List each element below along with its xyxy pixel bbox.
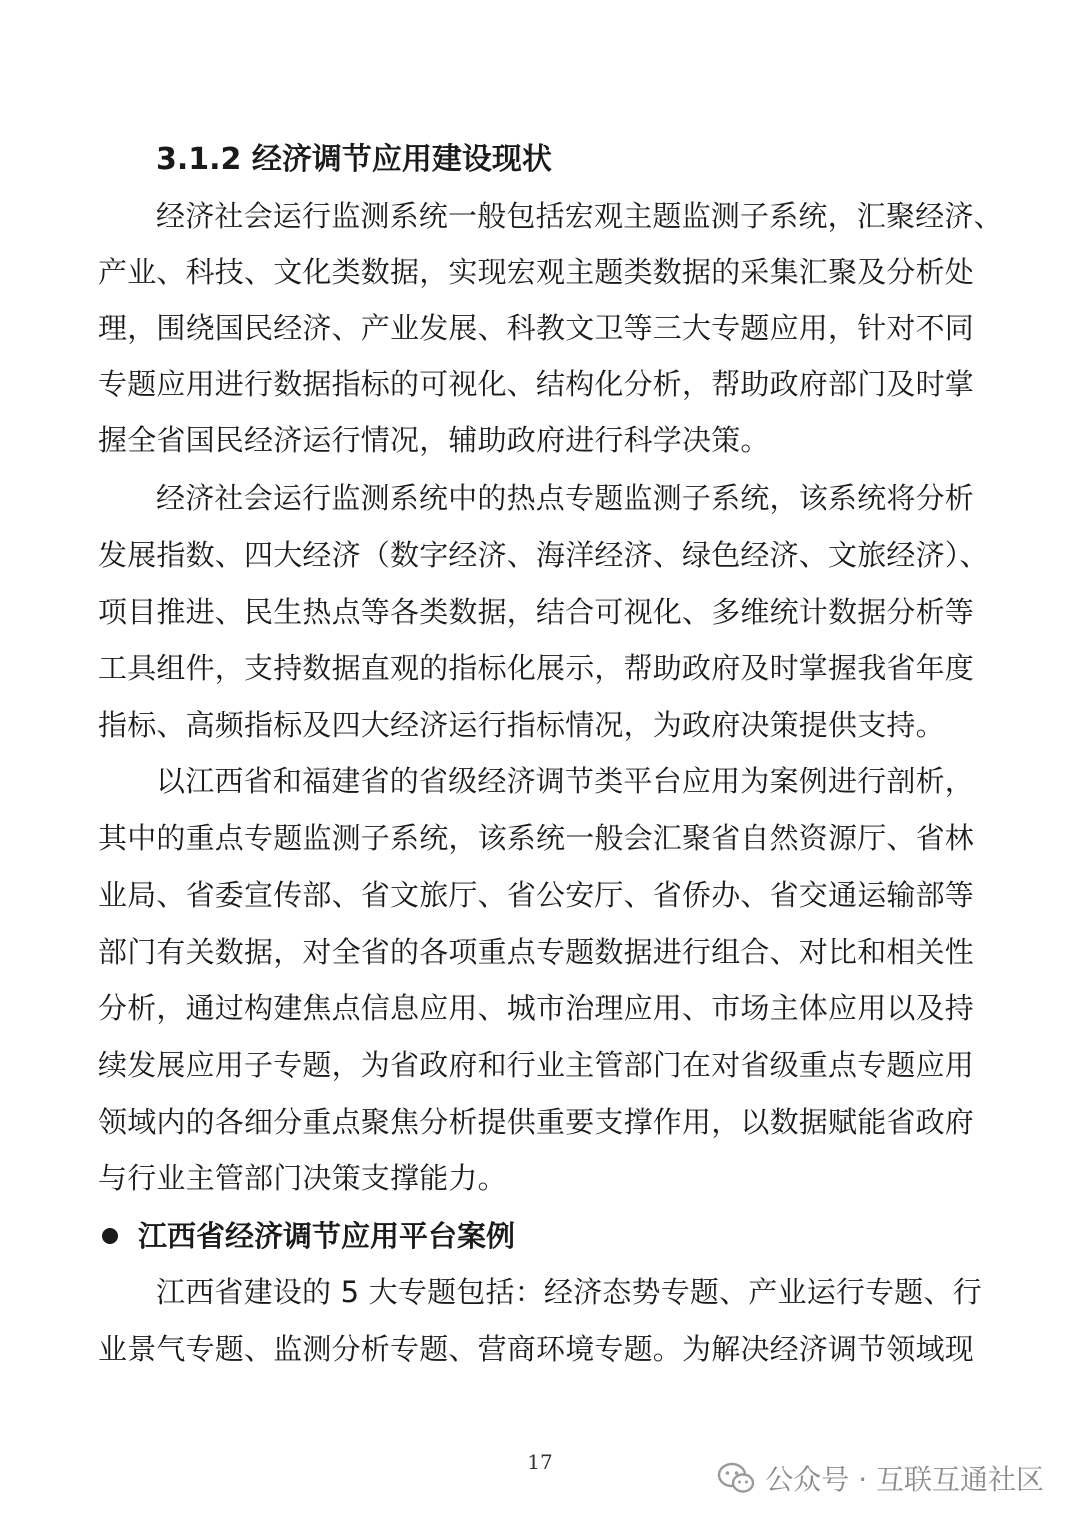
paragraph-1-line-4: 专题应用进行数据指标的可视化、结构化分析，帮助政府部门及时掌 (98, 367, 975, 401)
page-number: 17 (527, 1450, 553, 1474)
paragraph-2-line-1: 经济社会运行监测系统中的热点专题监测子系统，该系统将分析 (156, 481, 974, 515)
paragraph-3-line-6: 续发展应用子专题，为省政府和行业主管部门在对省级重点专题应用 (98, 1048, 975, 1082)
paragraph-1-line-2: 产业、科技、文化类数据，实现宏观主题类数据的采集汇聚及分析处 (98, 255, 975, 289)
bullet-dot-icon (102, 1228, 118, 1244)
paragraph-3-line-8: 与行业主管部门决策支撑能力。 (98, 1161, 507, 1195)
paragraph-4-line-1: 江西省建设的 5 大专题包括：经济态势专题、产业运行专题、行 (156, 1275, 982, 1309)
paragraph-3-line-7: 领域内的各细分重点聚焦分析提供重要支撑作用，以数据赋能省政府 (98, 1105, 975, 1139)
paragraph-2-line-5: 指标、高频指标及四大经济运行指标情况，为政府决策提供支持。 (98, 708, 945, 742)
section-heading: 3.1.2 经济调节应用建设现状 (156, 142, 552, 177)
paragraph-3-line-5: 分析，通过构建焦点信息应用、城市治理应用、市场主体应用以及持 (98, 991, 975, 1025)
watermark (717, 1458, 1044, 1498)
bullet-item (98, 1214, 515, 1258)
watermark-text: 公众号 · 互联互通社区 (765, 1463, 1044, 1496)
paragraph-3-line-2: 其中的重点专题监测子系统，该系统一般会汇聚省自然资源厅、省林 (98, 821, 975, 855)
paragraph-3-line-4: 部门有关数据，对全省的各项重点专题数据进行组合、对比和相关性 (98, 935, 975, 969)
paragraph-2-line-3: 项目推进、民生热点等各类数据，结合可视化、多维统计数据分析等 (98, 595, 975, 629)
paragraph-2-line-2: 发展指数、四大经济（数字经济、海洋经济、绿色经济、文旅经济）、 (98, 538, 989, 572)
paragraph-4-line-2: 业景气专题、监测分析专题、营商环境专题。为解决经济调节领域现 (98, 1332, 975, 1366)
paragraph-3-line-3: 业局、省委宣传部、省文旅厅、省公安厅、省侨办、省交通运输部等 (98, 878, 975, 912)
wechat-icon (717, 1462, 755, 1494)
paragraph-1-line-5: 握全省国民经济运行情况，辅助政府进行科学决策。 (98, 423, 770, 457)
paragraph-1-line-1: 经济社会运行监测系统一般包括宏观主题监测子系统，汇聚经济、 (156, 199, 1003, 233)
paragraph-3-line-1: 以江西省和福建省的省级经济调节类平台应用为案例进行剖析， (156, 764, 974, 798)
paragraph-1-line-3: 理，围绕国民经济、产业发展、科教文卫等三大专题应用，针对不同 (98, 311, 975, 345)
paragraph-2-line-4: 工具组件，支持数据直观的指标化展示，帮助政府及时掌握我省年度 (98, 651, 975, 685)
bullet-heading: 江西省经济调节应用平台案例 (138, 1219, 516, 1253)
